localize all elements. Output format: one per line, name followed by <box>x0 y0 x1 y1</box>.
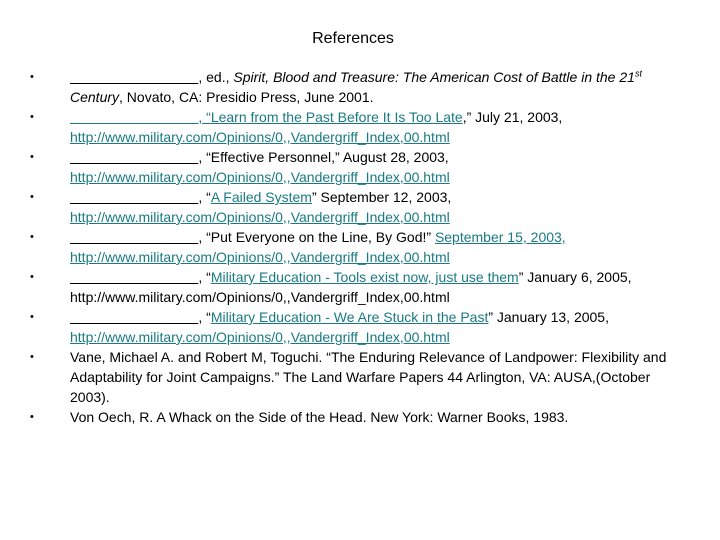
author-blank <box>70 149 198 165</box>
page-title: References <box>312 30 394 47</box>
reference-item: • Vane, Michael A. and Robert M, Toguchi. “The Enduring Relevance of Landpower: Flexibility and Adaptability for Joint Campaigns.” The Land Warfare Papers 44 Arlington, VA: AUSA,(October 2003). <box>30 349 667 405</box>
bullet-icon: • <box>30 271 34 283</box>
bullet-icon: • <box>30 71 34 83</box>
article-link[interactable]: Military Education - Tools exist now, just use them <box>210 269 519 285</box>
url-link[interactable]: http://www.military.com/Opinions/0,,Vandergriff_Index,00.html <box>70 209 450 225</box>
bullet-icon: • <box>30 411 34 423</box>
reference-item: • , “Military Education - Tools exist now, just use them” January 6, 2005, http://www.military.com/Opinions/0,,Vandergriff_Index,00.html <box>30 269 632 305</box>
url-link[interactable]: http://www.military.com/Opinions/0,,Vandergriff_Index,00.html <box>70 249 450 265</box>
author-blank <box>70 269 198 285</box>
date-link[interactable]: September 15, 2003, <box>434 229 566 245</box>
url-link[interactable]: http://www.military.com/Opinions/0,,Vandergriff_Index,00.html <box>70 169 450 185</box>
bullet-icon: • <box>30 351 34 363</box>
author-blank <box>70 309 198 325</box>
reference-item: • , “Learn from the Past Before It Is Too Late,” July 21, 2003, http://www.military.com/Opinions/0,,Vandergriff_Index,00.html <box>30 109 563 145</box>
bullet-icon: • <box>30 311 34 323</box>
author-blank <box>70 189 198 205</box>
book-title: Spirit, Blood and Treasure: The American Cost of Battle in the 21st Century <box>70 68 642 105</box>
reference-item: • Von Oech, R. A Whack on the Side of the Head. New York: Warner Books, 1983. <box>30 409 569 425</box>
author-blank <box>70 69 198 85</box>
reference-item: • , “A Failed System” September 12, 2003, http://www.military.com/Opinions/0,,Vandergriff_Index,00.html <box>30 189 452 225</box>
bullet-icon: • <box>30 191 34 203</box>
url-link[interactable]: http://www.military.com/Opinions/0,,Vandergriff_Index,00.html <box>70 329 450 345</box>
article-link[interactable]: A Failed System <box>210 189 312 205</box>
author-blank <box>70 109 198 125</box>
author-blank <box>70 229 198 245</box>
reference-item: • , “Put Everyone on the Line, By God!” September 15, 2003, http://www.military.com/Opinions/0,,Vandergriff_Index,00.html <box>30 229 566 265</box>
reference-list <box>30 67 680 427</box>
article-link[interactable]: Learn from the Past Before It Is Too Late <box>210 109 463 125</box>
bullet-icon: • <box>30 111 34 123</box>
reference-item: • , ed., Spirit, Blood and Treasure: The American Cost of Battle in the 21st Century, Novato, CA: Presidio Press, June 2001. <box>30 68 642 105</box>
bullet-icon: • <box>30 231 34 243</box>
bullet-icon: • <box>30 151 34 163</box>
article-link[interactable]: Military Education - We Are Stuck in the Past <box>210 309 489 325</box>
url-link[interactable]: http://www.military.com/Opinions/0,,Vandergriff_Index,00.html <box>70 129 450 145</box>
reference-item: • , “Military Education - We Are Stuck in the Past” January 13, 2005, http://www.military.com/Opinions/0,,Vandergriff_Index,00.html <box>30 309 609 345</box>
reference-item: • , “Effective Personnel,” August 28, 2003, http://www.military.com/Opinions/0,,Vandergriff_Index,00.html <box>30 149 450 185</box>
